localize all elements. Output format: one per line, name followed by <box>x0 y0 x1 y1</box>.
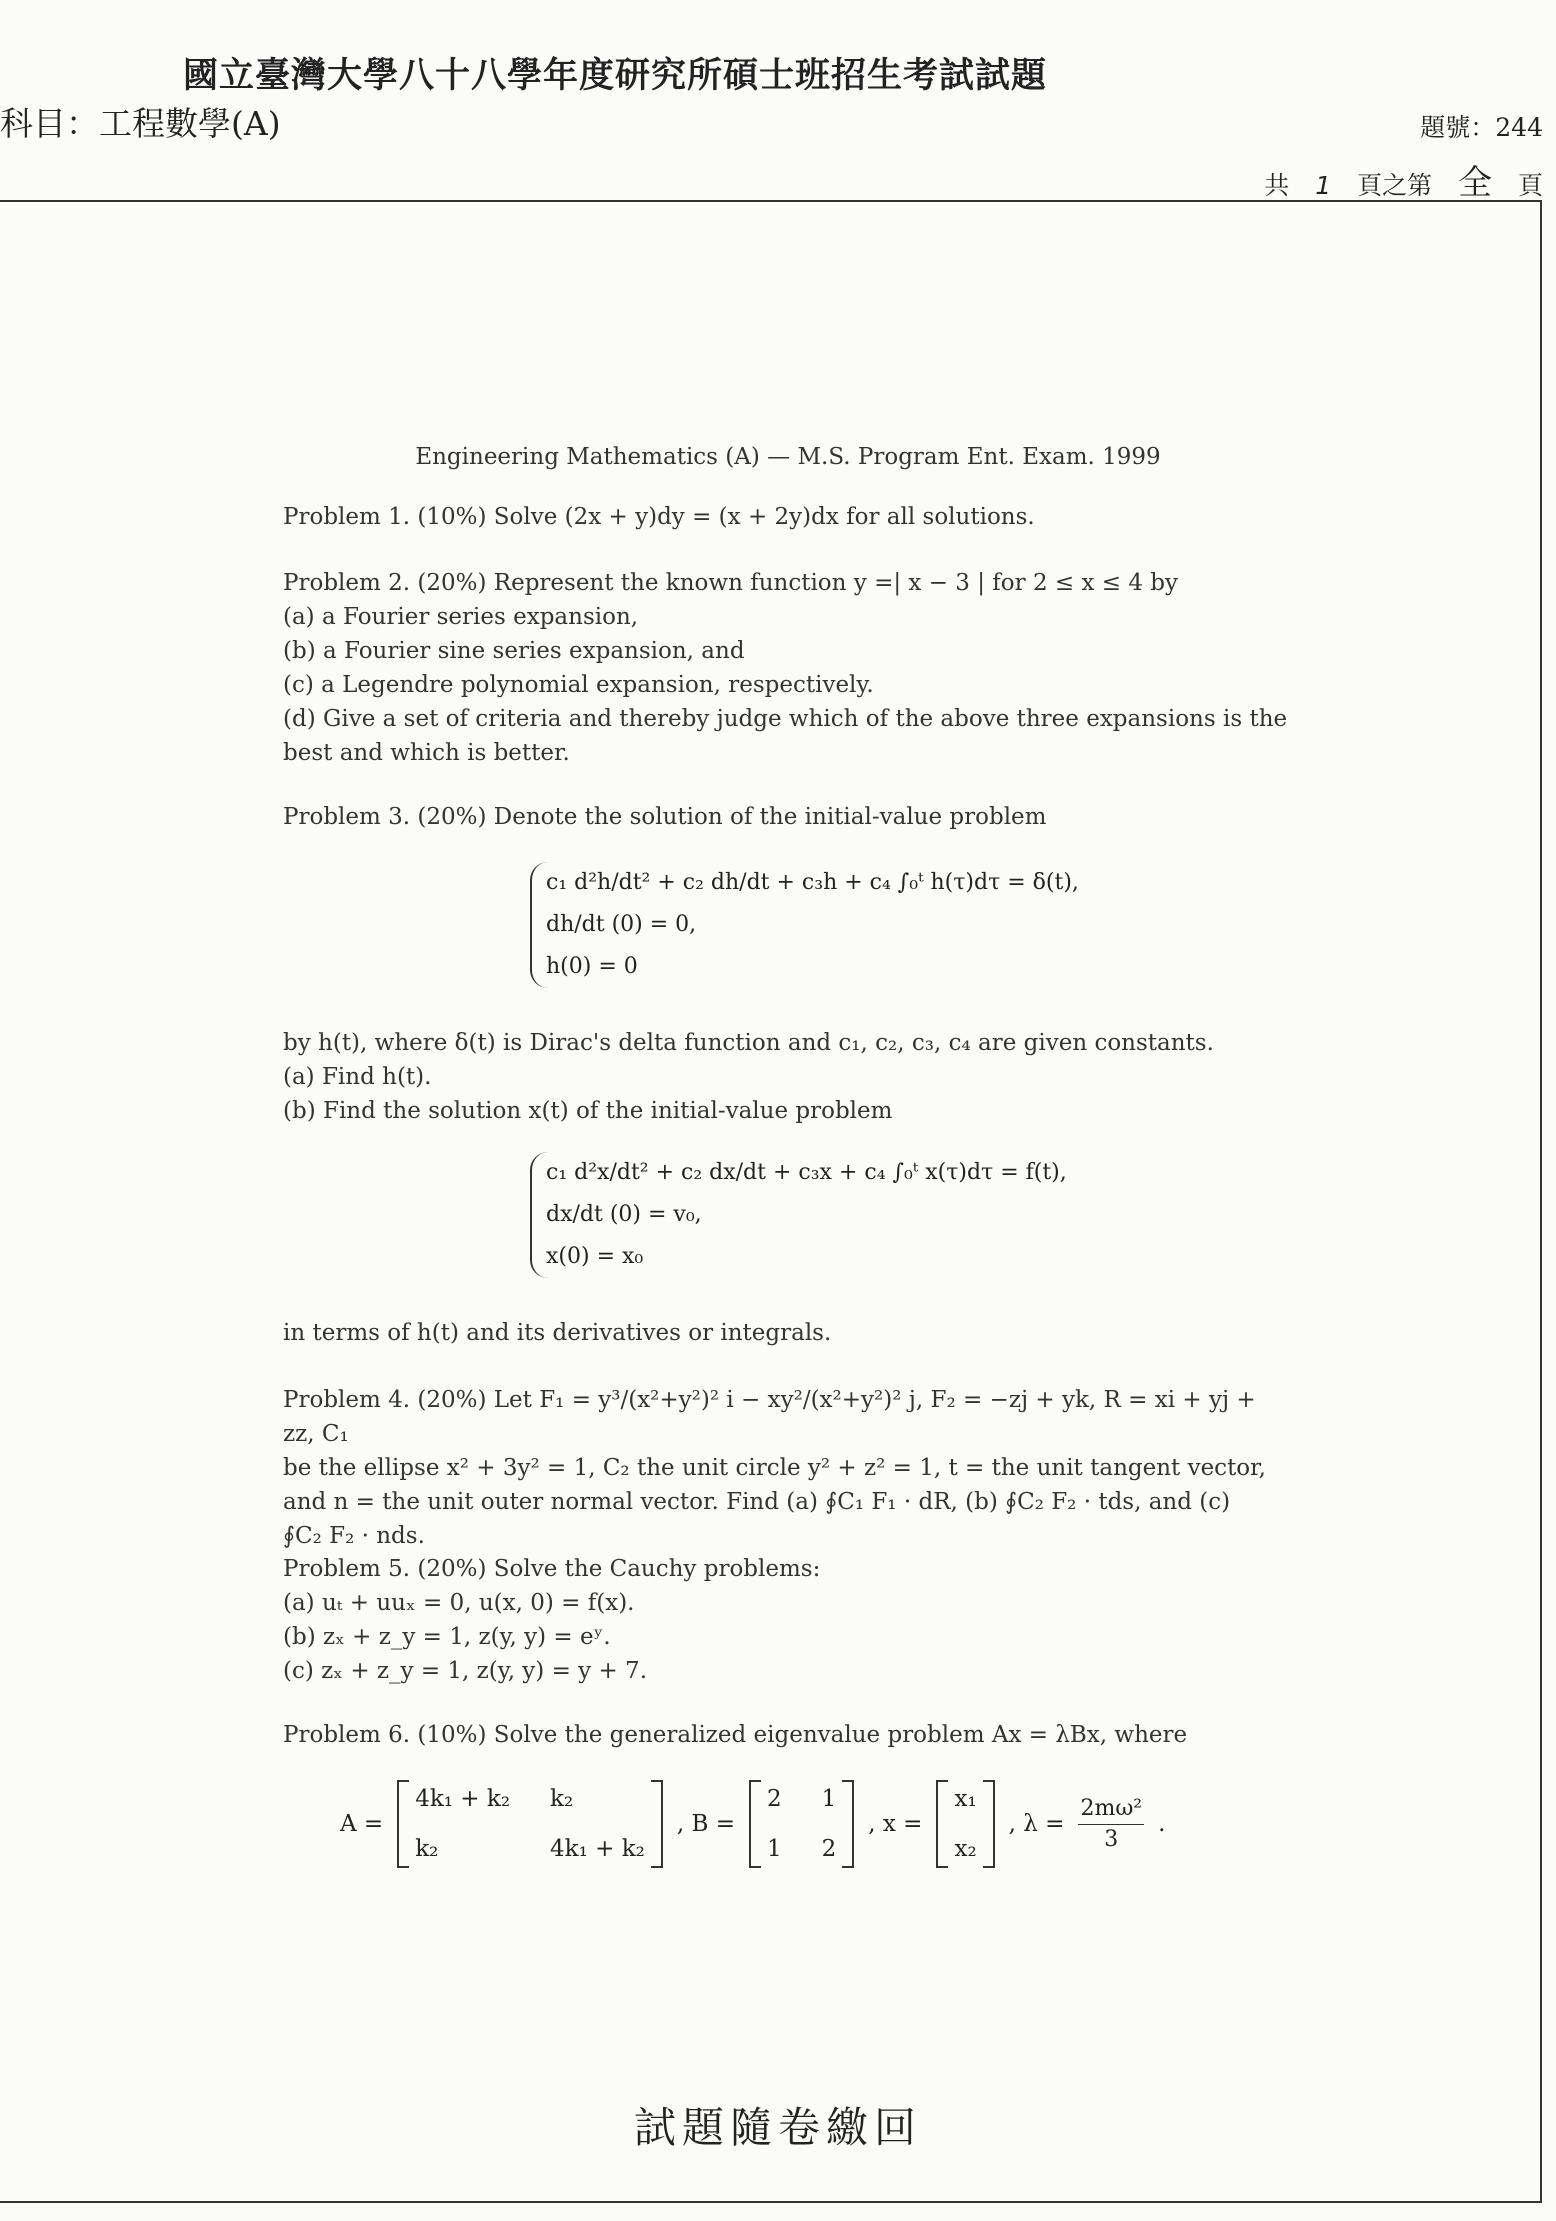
problem-3-end: in terms of h(t) and its derivatives or integrals. <box>283 1320 832 1346</box>
p3-equation-5: dx/dt (0) = v₀, <box>546 1202 702 1227</box>
lambda-numerator: 2mω² <box>1078 1794 1144 1825</box>
p3-equation-3: h(0) = 0 <box>546 954 638 979</box>
exam-title: Engineering Mathematics (A) — M.S. Program Ent. Exam. 1999 <box>415 444 1161 470</box>
problem-5 <box>283 1552 1293 1688</box>
question-number: 題號：244 <box>1420 113 1543 142</box>
lambda-denominator: 3 <box>1104 1826 1119 1852</box>
page-end-label: 頁 <box>1517 171 1543 200</box>
problem-3-system-2 <box>530 1152 1067 1278</box>
matrix-b-cell: 2 <box>821 1836 837 1862</box>
page-current: 全 <box>1458 163 1493 203</box>
p3-equation-1: c₁ d²h/dt² + c₂ dh/dt + c₃h + c₄ ∫₀ᵗ h(τ)dτ = δ(t), <box>546 870 1079 895</box>
lambda-end: . <box>1158 1811 1166 1837</box>
vector-x-cell: x₂ <box>954 1836 977 1862</box>
problem-3-a: (a) Find h(t). <box>283 1064 432 1090</box>
p3-equation-2: dh/dt (0) = 0, <box>546 912 697 937</box>
problem-2-intro: Problem 2. (20%) Represent the known function y =| x − 3 | for 2 ≤ x ≤ 4 by <box>283 570 1179 596</box>
vector-x <box>936 1780 994 1868</box>
subject-label: 科目：工程數學(A) <box>0 104 281 143</box>
problem-2-d-line1: (d) Give a set of criteria and thereby judge which of the above three expansions is the <box>283 706 1288 732</box>
matrix-a-cell: 4k₁ + k₂ <box>550 1836 645 1862</box>
lambda-fraction <box>1078 1794 1144 1855</box>
problem-3-system-1 <box>530 862 1079 988</box>
problem-4 <box>283 1383 1293 1553</box>
problem-3-b: (b) Find the solution x(t) of the initial-value problem <box>283 1098 893 1124</box>
problem-5-a: (a) uₜ + uuₓ = 0, u(x, 0) = f(x). <box>283 1590 635 1616</box>
p3-equation-4: c₁ d²x/dt² + c₂ dx/dt + c₃x + c₄ ∫₀ᵗ x(τ)dτ = f(t), <box>546 1160 1067 1185</box>
problem-1 <box>283 500 1293 534</box>
page-total-label: 共 <box>1264 171 1290 200</box>
matrix-b <box>749 1780 854 1868</box>
problem-2-c: (c) a Legendre polynomial expansion, respectively. <box>283 672 874 698</box>
problem-5-c: (c) zₓ + z_y = 1, z(y, y) = y + 7. <box>283 1658 648 1684</box>
problem-5-b: (b) zₓ + z_y = 1, z(y, y) = eʸ. <box>283 1624 611 1650</box>
problem-4-line3: and n = the unit outer normal vector. Find (a) ∮C₁ F₁ · dR, (b) ∮C₂ F₂ · tds, and (c) <box>283 1489 1231 1515</box>
lambda-label: , λ = <box>1008 1811 1065 1837</box>
matrix-b-label: , B = <box>676 1811 735 1837</box>
matrix-b-cell: 1 <box>821 1786 837 1812</box>
problem-4-line1: Problem 4. (20%) Let F₁ = y³/(x²+y²)² i − xy²/(x²+y²)² j, F₂ = −zj + yk, R = xi + yj + zz, C₁ <box>283 1387 1256 1447</box>
return-exam-stamp: 試題隨卷繳回 <box>633 2103 922 2152</box>
problem-3-body <box>283 1026 1293 1128</box>
problem-2-b: (b) a Fourier sine series expansion, and <box>283 638 745 664</box>
page-middle-label: 頁之第 <box>1357 171 1433 200</box>
problem-2 <box>283 566 1293 770</box>
problem-6-intro: Problem 6. (10%) Solve the generalized eigenvalue problem Ax = λBx, where <box>283 1722 1188 1748</box>
problem-6-matrices <box>340 1780 1165 1868</box>
page-total: 1 <box>1315 171 1332 200</box>
matrix-b-cell: 1 <box>767 1836 782 1862</box>
matrix-a <box>397 1780 663 1868</box>
matrix-b-cell: 2 <box>767 1786 782 1812</box>
problem-5-intro: Problem 5. (20%) Solve the Cauchy problems: <box>283 1556 821 1582</box>
problem-4-line2: be the ellipse x² + 3y² = 1, C₂ the unit circle y² + z² = 1, t = the unit tangent vector, <box>283 1455 1266 1481</box>
vector-x-cell: x₁ <box>954 1786 977 1812</box>
problem-4-line4: ∮C₂ F₂ · nds. <box>283 1523 425 1549</box>
p3-equation-6: x(0) = x₀ <box>546 1244 644 1269</box>
matrix-a-label: A = <box>340 1811 384 1837</box>
problem-3-after: by h(t), where δ(t) is Dirac's delta function and c₁, c₂, c₃, c₄ are given constants. <box>283 1030 1214 1056</box>
problem-1-text: Problem 1. (10%) Solve (2x + y)dy = (x + 2y)dx for all solutions. <box>283 504 1035 530</box>
matrix-a-cell: k₂ <box>550 1786 574 1812</box>
problem-2-d-line2: best and which is better. <box>283 740 570 766</box>
problem-3-intro: Problem 3. (20%) Denote the solution of the initial-value problem <box>283 804 1047 830</box>
matrix-a-cell: 4k₁ + k₂ <box>415 1786 511 1812</box>
vector-x-label: , x = <box>868 1811 923 1837</box>
exam-header-title: 國立臺灣大學八十八學年度研究所碩士班招生考試試題 <box>182 55 1047 96</box>
matrix-a-cell: k₂ <box>415 1836 439 1862</box>
problem-2-a: (a) a Fourier series expansion, <box>283 604 639 630</box>
page-info <box>1264 155 1543 204</box>
